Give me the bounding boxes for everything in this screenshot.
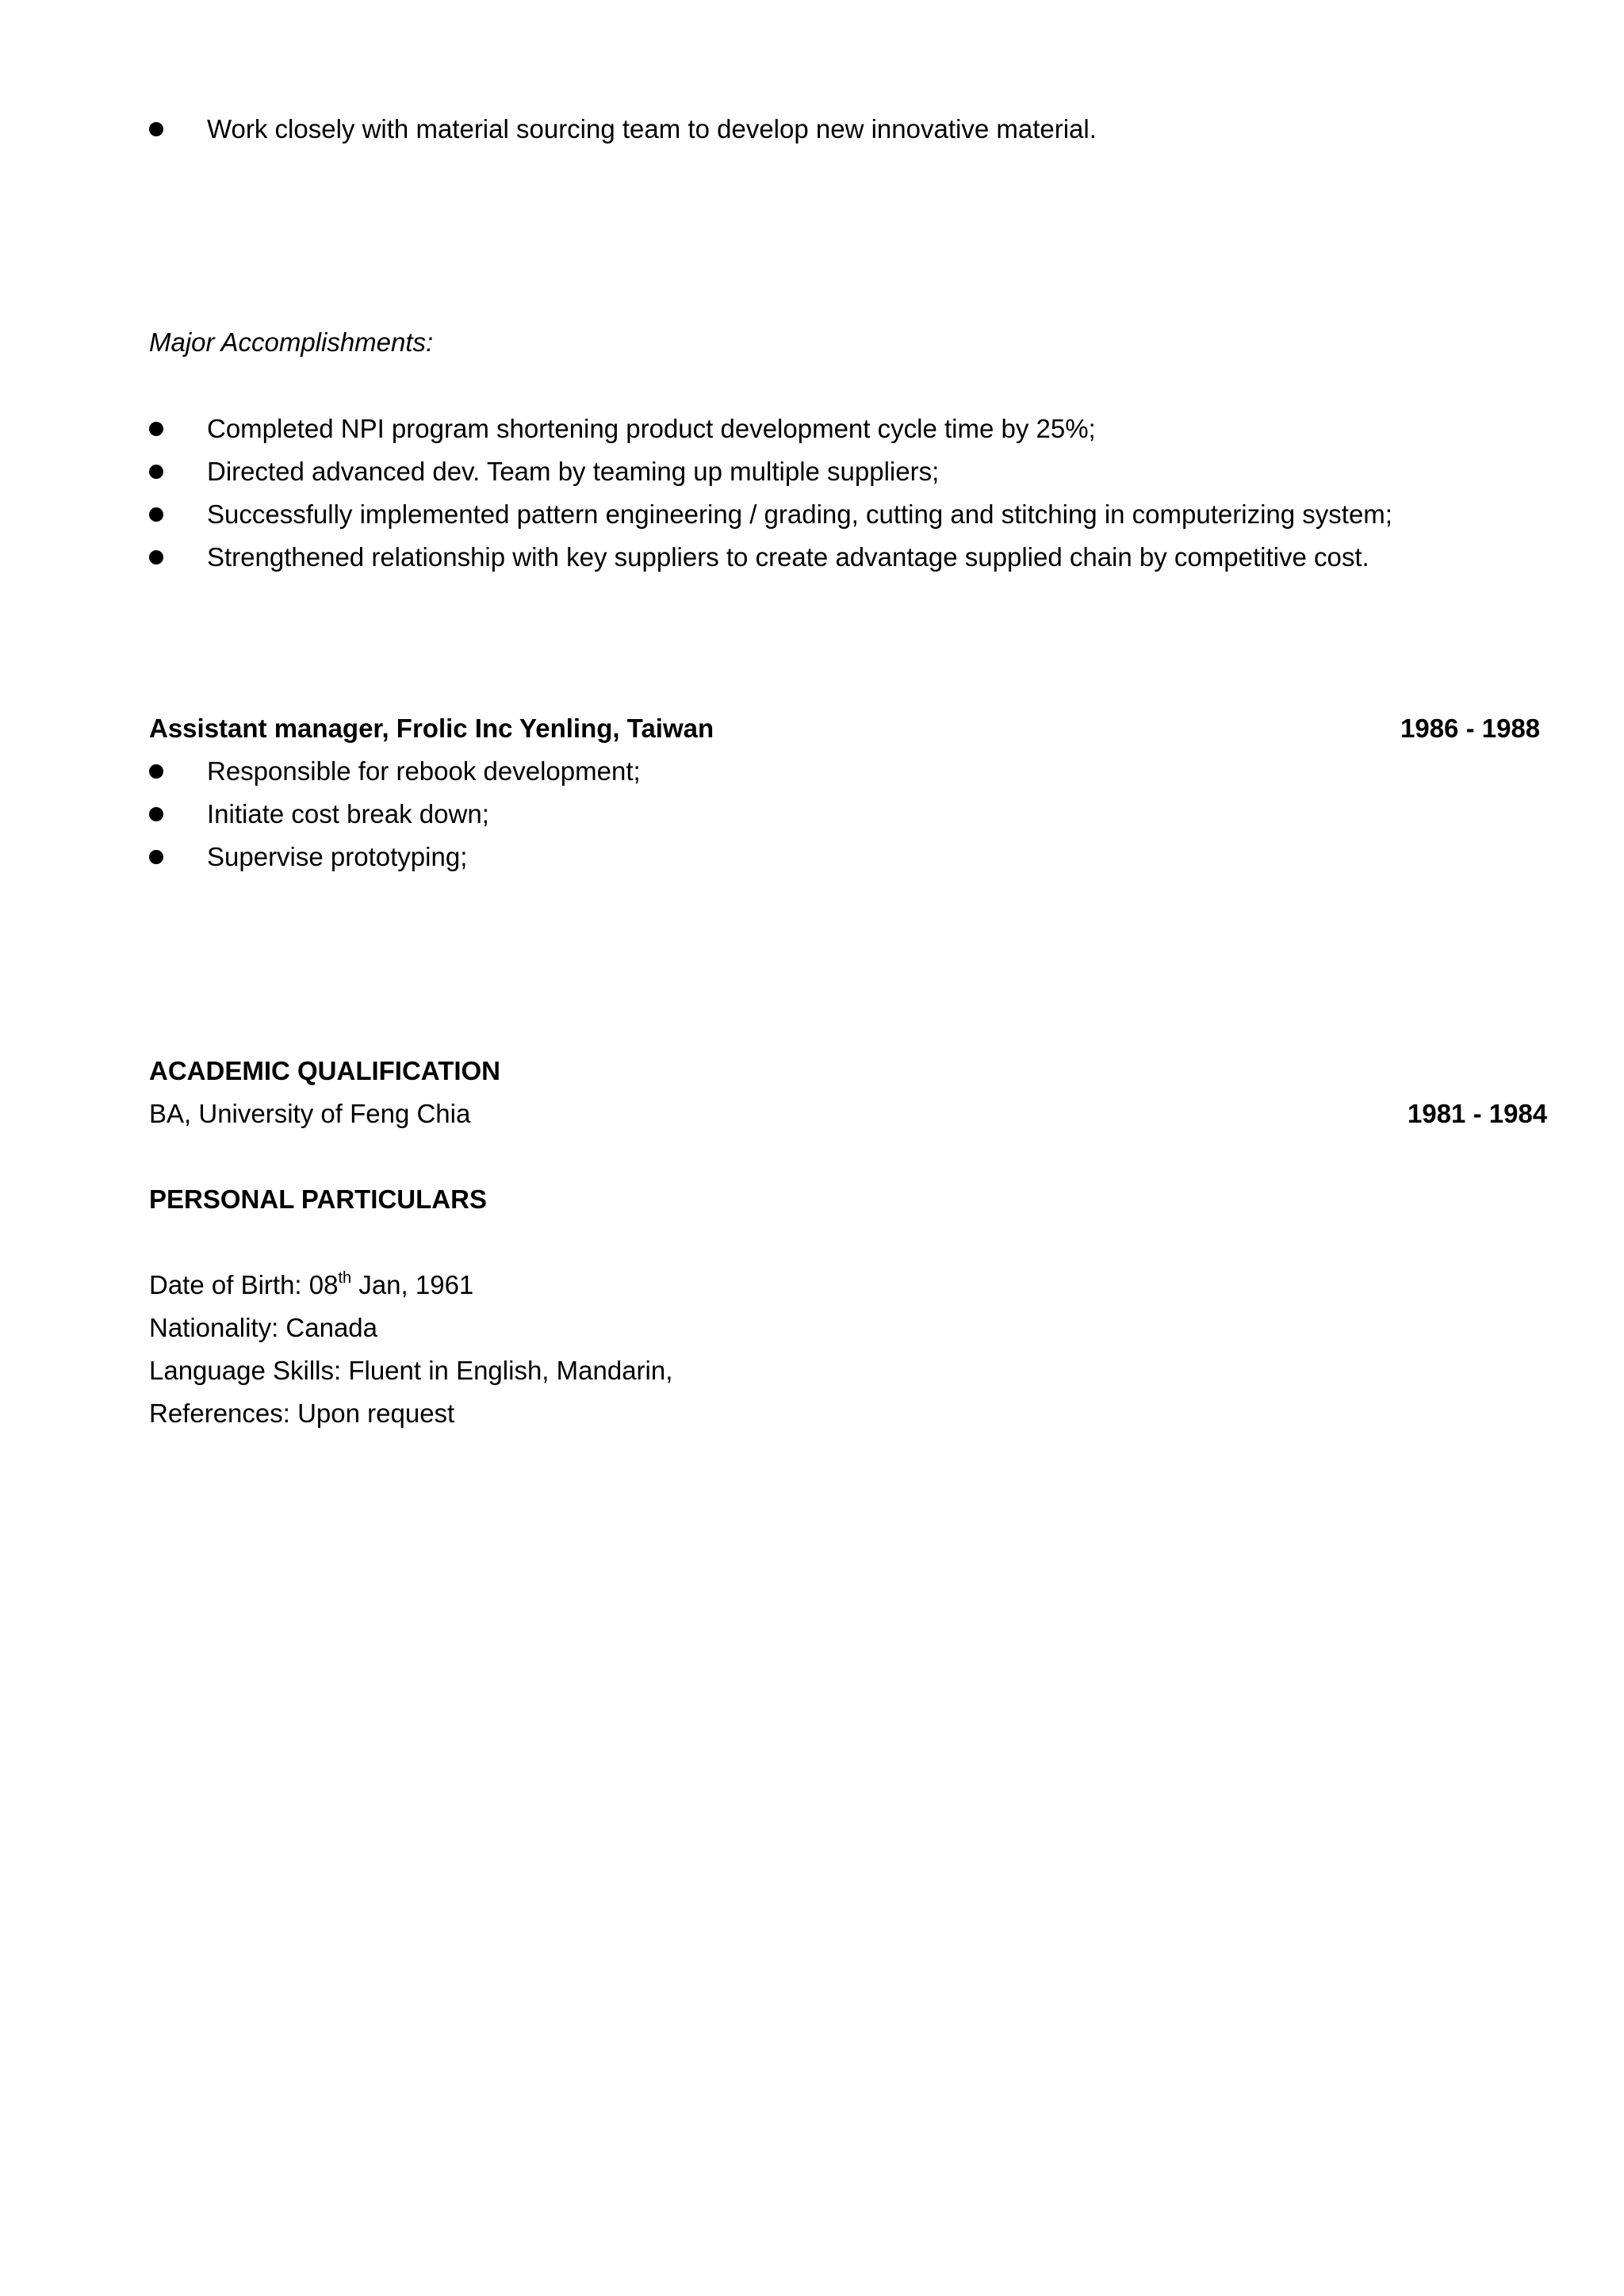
personal-section [149, 1178, 1624, 1221]
bullet-icon [149, 465, 163, 479]
language-skills: Language Skills: Fluent in English, Mandarin, [149, 1356, 673, 1385]
list-item [149, 493, 1624, 536]
bullet-text: Directed advanced dev. Team by teaming up multiple suppliers; [207, 457, 940, 486]
personal-heading: PERSONAL PARTICULARS [149, 1184, 487, 1214]
list-item [149, 836, 1624, 878]
bullet-text: Supervise prototyping; [207, 842, 468, 871]
accomplishments-list [149, 408, 1624, 579]
list-item [149, 793, 1624, 836]
job-title: Assistant manager, Frolic Inc Yenling, Taiwan [149, 714, 714, 743]
references: References: Upon request [149, 1399, 455, 1428]
bullet-icon [149, 507, 163, 522]
academic-row [149, 1093, 1624, 1135]
bullet-text: Successfully implemented pattern engineering / grading, cutting and stitching in computerizing system; [207, 499, 1392, 529]
list-item [149, 108, 1624, 151]
date-of-birth [149, 1264, 1624, 1307]
nationality: Nationality: Canada [149, 1313, 378, 1342]
academic-heading: ACADEMIC QUALIFICATION [149, 1056, 501, 1085]
bullet-icon [149, 122, 163, 136]
bullet-text: Work closely with material sourcing team to develop new innovative material. [207, 114, 1097, 144]
list-item [149, 450, 1624, 493]
job-header [149, 707, 1624, 750]
bullet-icon [149, 550, 163, 564]
intro-bullet-list [149, 108, 1624, 151]
accomplishments-list-section [149, 408, 1624, 579]
dob-label: Date of Birth: 08 [149, 1270, 339, 1299]
list-item [149, 536, 1624, 579]
list-item [149, 750, 1624, 793]
bullet-icon [149, 422, 163, 436]
academic-degree: BA, University of Feng Chia [149, 1099, 471, 1128]
bullet-icon [149, 764, 163, 779]
bullet-icon [149, 807, 163, 821]
bullet-text: Initiate cost break down; [207, 799, 489, 828]
job-dates: 1986 - 1988 [1400, 714, 1541, 743]
bullet-text: Strengthened relationship with key suppliers to create advantage supplied chain by competitive cost. [207, 542, 1369, 572]
job-section [149, 707, 1624, 878]
intro-bullet-section [149, 108, 1624, 151]
bullet-icon [149, 850, 163, 864]
dob-superscript: th [338, 1269, 352, 1287]
job-duties-list [149, 750, 1624, 878]
dob-rest: Jan, 1961 [351, 1270, 474, 1299]
personal-details [149, 1264, 1624, 1435]
academic-section [149, 1050, 1624, 1135]
accomplishments-heading: Major Accomplishments: [149, 327, 434, 357]
bullet-text: Responsible for rebook development; [207, 756, 641, 786]
list-item [149, 408, 1624, 450]
bullet-text: Completed NPI program shortening product development cycle time by 25%; [207, 414, 1096, 443]
accomplishments-section [149, 321, 1624, 364]
academic-dates: 1981 - 1984 [1408, 1099, 1548, 1128]
